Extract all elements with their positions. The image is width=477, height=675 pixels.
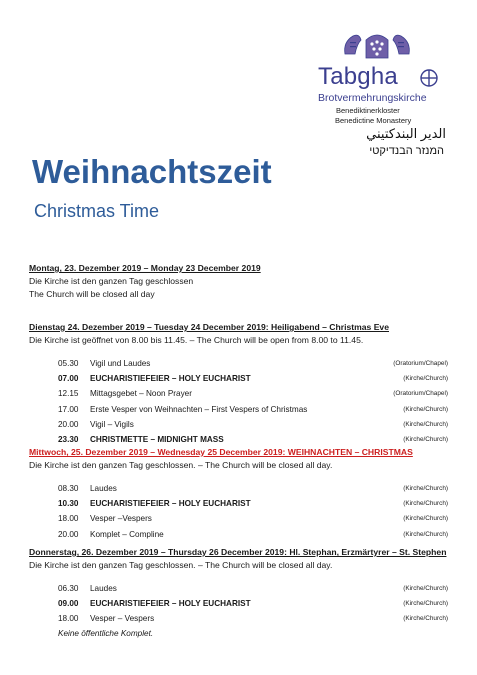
logo-line-arabic: الدير البندكتيني <box>366 126 446 141</box>
schedule-row <box>29 596 449 611</box>
info-line: Die Kirche ist geöffnet von 8.00 bis 11.45. – The Church will be open from 8.00 to 11.45. <box>29 335 364 345</box>
service-location: (Kirche/Church) <box>403 515 448 523</box>
service-time: 09.00 <box>58 599 79 609</box>
schedule-row <box>29 511 449 526</box>
schedule-row <box>29 386 449 401</box>
day-section-tuesday <box>29 321 449 447</box>
info-line: The Church will be closed all day <box>29 289 155 299</box>
info-line: Die Kirche ist den ganzen Tag geschlossen. – The Church will be closed all day. <box>29 560 333 570</box>
schedule-row <box>29 356 449 371</box>
schedule-row <box>29 611 449 626</box>
logo-line-german: Benediktinerkloster <box>336 106 400 115</box>
day-heading: Montag, 23. Dezember 2019 – Monday 23 December 2019 <box>29 263 261 273</box>
logo-line-hebrew: המנזר הבנדיקטי <box>369 145 444 157</box>
service-name: Vigil – Vigils <box>90 419 134 429</box>
service-name: Komplet – Compline <box>90 529 164 539</box>
loaves-and-fishes-emblem-icon <box>341 28 413 62</box>
note-no-compline: Keine öffentliche Komplet. <box>58 628 154 638</box>
service-name: EUCHARISTIEFEIER – HOLY EUCHARIST <box>90 374 251 384</box>
service-time: 08.30 <box>58 484 79 493</box>
service-name: Vesper –Vespers <box>90 514 152 524</box>
service-time: 20.00 <box>58 529 79 539</box>
service-location: (Kirche/Church) <box>403 530 448 538</box>
schedule-row <box>29 527 449 542</box>
schedule-row <box>29 402 449 417</box>
service-location: (Kirche/Church) <box>403 600 448 608</box>
service-name: Vigil und Laudes <box>90 359 151 368</box>
service-location: (Kirche/Church) <box>403 485 448 492</box>
day-section-monday <box>29 262 449 301</box>
service-name: Laudes <box>90 484 117 493</box>
schedule-row <box>29 371 449 386</box>
logo-name: Tabgha <box>318 63 398 90</box>
schedule-row <box>29 581 449 596</box>
service-location: (Kirche/Church) <box>403 500 448 508</box>
service-time: 23.30 <box>58 434 79 444</box>
schedule-list <box>29 356 449 447</box>
schedule-list <box>29 481 449 542</box>
service-time: 12.15 <box>58 389 79 399</box>
service-time: 07.00 <box>58 374 79 384</box>
schedule-row <box>29 496 449 511</box>
schedule-row <box>29 432 449 447</box>
service-name: Vesper – Vespers <box>90 614 155 624</box>
logo-subtitle: Brotvermehrungskirche <box>318 92 427 104</box>
logo-line-english: Benedictine Monastery <box>335 116 412 125</box>
service-name: CHRISTMETTE – MIDNIGHT MASS <box>90 434 224 444</box>
service-location: (Kirche/Church) <box>403 585 448 592</box>
service-time: 17.00 <box>58 404 79 414</box>
day-section-wednesday <box>29 446 449 542</box>
service-name: Erste Vesper von Weihnachten – First Vespers of Christmas <box>90 404 308 414</box>
service-name: EUCHARISTIEFEIER – HOLY EUCHARIST <box>90 499 251 509</box>
service-time: 05.30 <box>58 359 79 368</box>
service-name: Mittagsgebet – Noon Prayer <box>90 389 192 399</box>
day-heading: Dienstag 24. Dezember 2019 – Tuesday 24 December 2019: Heiligabend – Christmas Eve <box>29 322 389 332</box>
service-location: (Oratorium/Chapel) <box>393 360 448 367</box>
day-section-thursday <box>29 546 449 641</box>
info-line: Die Kirche ist den ganzen Tag geschlossen. – The Church will be closed all day. <box>29 460 333 470</box>
service-location: (Kirche/Church) <box>403 375 448 383</box>
schedule-row <box>29 481 449 496</box>
service-location: (Oratorium/Chapel) <box>393 390 448 398</box>
service-location: (Kirche/Church) <box>403 405 448 413</box>
service-time: 10.30 <box>58 499 79 509</box>
service-time: 06.30 <box>58 584 79 593</box>
service-time: 18.00 <box>58 614 79 624</box>
day-heading-holiday: Mittwoch, 25. Dezember 2019 – Wednesday 25 December 2019: WEIHNACHTEN – CHRISTMAS <box>29 447 413 457</box>
schedule-list <box>29 581 449 627</box>
service-location: (Kirche/Church) <box>403 435 448 443</box>
service-time: 18.00 <box>58 514 79 524</box>
service-location: (Kirche/Church) <box>403 420 448 428</box>
day-heading: Donnerstag, 26. Dezember 2019 – Thursday 26 December 2019: Hl. Stephan, Erzmärtyrer – St. Stephen <box>29 547 447 557</box>
service-location: (Kirche/Church) <box>403 615 448 623</box>
cross-icon <box>419 68 439 88</box>
service-name: Laudes <box>90 584 117 593</box>
info-line: Die Kirche ist den ganzen Tag geschlossen <box>29 276 194 286</box>
service-time: 20.00 <box>58 419 79 429</box>
service-name: EUCHARISTIEFEIER – HOLY EUCHARIST <box>90 599 251 609</box>
page-title: Weihnachtszeit <box>32 153 272 190</box>
page-subtitle: Christmas Time <box>34 201 160 221</box>
schedule-row <box>29 417 449 432</box>
